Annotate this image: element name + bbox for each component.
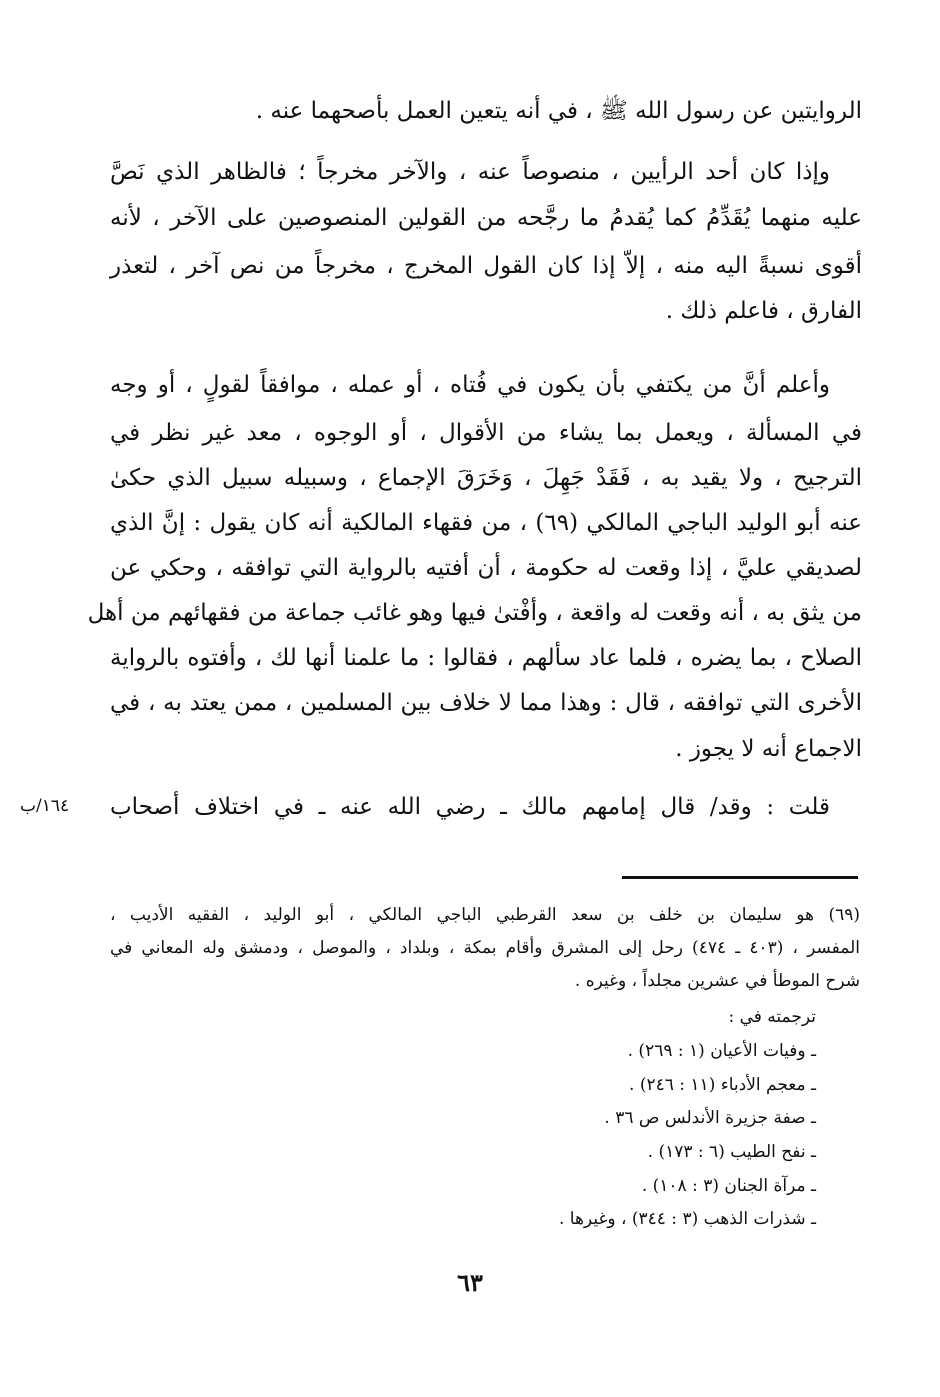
text-line: قلت : وقد/ قال إمامهم مالك ـ رضي الله عنه ـ في اختلاف أصحاب: [110, 794, 830, 820]
footnote-reference: ـ وفيات الأعيان (١ : ٢٦٩) .: [627, 1041, 816, 1061]
text-line: الفارق ، فاعلم ذلك .: [665, 298, 862, 324]
text-line: عليه منهما يُقَدِّمُ كما يُقدمُ ما رجَّحه من القولين المنصوصين على الآخر ، لأنه: [110, 205, 862, 231]
footnote-reference: ـ نفح الطيب (٦ : ١٧٣) .: [647, 1142, 816, 1162]
footnote-reference: ـ صفة جزيرة الأندلس ص ٣٦ .: [604, 1108, 816, 1128]
footnote-line: ترجمته في :: [728, 1007, 816, 1027]
text-line: لصديقي عليَّ ، إذا وقعت له حكومة ، أن أفتيه بالرواية التي توافقه ، وحكي عن: [110, 555, 862, 581]
text-line: الصلاح ، بما يضره ، فلما عاد سألهم ، فقالوا : ما علمنا أنها لك ، وأفتوه بالرواية: [110, 645, 862, 671]
footnote-reference: ـ مرآة الجنان (٣ : ١٠٨) .: [641, 1176, 816, 1196]
footnote-line: شرح الموطأ في عشرين مجلداً ، وغيره .: [574, 971, 860, 991]
text-line: وأعلم أنَّ من يكتفي بأن يكون في فُتاه ، أو عمله ، موافقاً لقولٍ ، أو وجه: [110, 372, 830, 398]
text-line: الترجيح ، ولا يقيد به ، فَقَدْ جَهِلَ ، وَخَرَقَ الإجماع ، وسبيله سبيل الذي حكىٰ: [110, 465, 862, 491]
text-line: الأخرى التي توافقه ، قال : وهذا مما لا خلاف بين المسلمين ، ممن يعتد به ، في: [110, 690, 862, 716]
footnote-reference: ـ شذرات الذهب (٣ : ٣٤٤) ، وغيرها .: [558, 1209, 816, 1229]
page-number: ٦٣: [457, 1268, 483, 1297]
footnote-line: (٦٩) هو سليمان بن خلف بن سعد القرطبي الباجي المالكي ، أبو الوليد ، الفقيه الأديب ،: [110, 905, 860, 925]
footnote-separator: [622, 876, 858, 879]
text-line: وإذا كان أحد الرأيين ، منصوصاً عنه ، والآخر مخرجاً ؛ فالظاهر الذي نَصَّ: [110, 159, 830, 185]
text-line: في المسألة ، ويعمل بما يشاء من الأقوال ، أو الوجوه ، معد غير نظر في: [110, 420, 862, 446]
footnote-reference: ـ معجم الأدباء (١١ : ٢٤٦) .: [629, 1075, 816, 1095]
footnote-line: المفسر ، (٤٠٣ ـ ٤٧٤) رحل إلى المشرق وأقام بمكة ، وبلداد ، والموصل ، ودمشق وله المعاني في: [110, 938, 860, 958]
text-line: من يثق به ، أنه وقعت له واقعة ، وأفْتىٰ فيها وهو غائب جماعة من فقهائهم من أهل: [87, 600, 862, 626]
text-line: الروايتين عن رسول الله ﷺ ، في أنه يتعين العمل بأصحهما عنه .: [255, 98, 862, 124]
text-line: عنه أبو الوليد الباجي المالكي (٦٩) ، من فقهاء المالكية أنه كان يقول : إنَّ الذي: [110, 510, 862, 536]
text-line: الاجماع أنه لا يجوز .: [675, 736, 862, 762]
manuscript-folio-note: ١٦٤/ب: [20, 796, 70, 816]
text-line: أقوى نسبةً اليه منه ، إلاّ إذا كان القول المخرج ، مخرجاً من نص آخر ، لتعذر: [110, 253, 862, 279]
